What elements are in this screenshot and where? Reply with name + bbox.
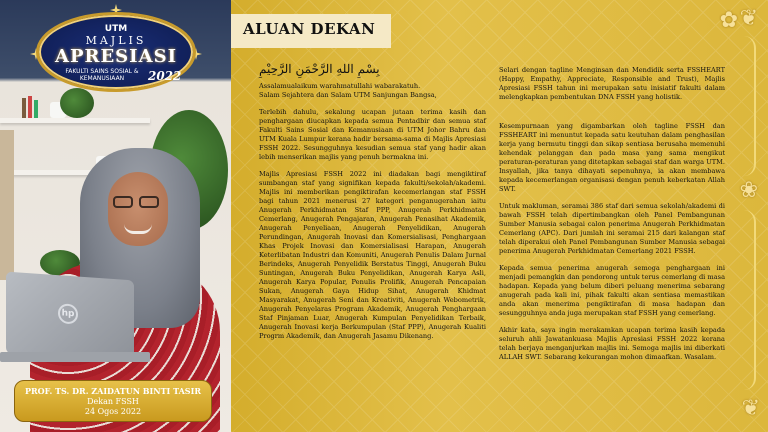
- bismillah: بِسْمِ اللهِ الرَّحْمَنِ الرَّحِيْمِ: [259, 62, 380, 76]
- majlis-apresiasi-logo: [30, 8, 202, 94]
- greeting-line: Assalamualaikum warahmatullahi wabarakatuh.: [259, 82, 421, 90]
- paragraph: Selari dengan tagline Menginsan dan Mendidik serta FSSHEART (Happy, Empathy, Appreciate, Responsible and Trust), Majlis Apresiasi FSSH tahun ini merupakan satu inisiatif fakulti dalam melengkapkan pembentukan DNA FSSH yang holistik.: [499, 66, 725, 101]
- paragraph: Majlis Apresiasi FSSH 2022 ini diadakan bagi mengiktiraf sumbangan staf yang signifikan kepada fakulti/sekolah/akademi. Majlis ini memberikan pengiktirafan kecemerlangan staf FSSH bagi tahun 2021 menerusi 27 kategori penganugerahan iaitu Anugerah Perkhidmatan Staf PPP, Anugerah Perkhidmatan Cemerlang, Anugerah Pengajaran, Anugerah Penasihat Akademik, Anugerah Penyeliaan, Anugerah Penyelidikan, Anugerah Perundingan, Anugerah Inovasi dan Komersialisasi, Penghargaan Khas Projek Inovasi dan Komersialisasi Harapan, Anugerah Keterlibatan Industri dan Komuniti, Anugerah Penulis Dalam Jurnal Berindeks, Anugerah Penyelidik Berstatus Tinggi, Anugerah Buku Suntingan, Anugerah Buku Penyelidikan, Anugerah Karya Asli, Anugerah Karya Popular, Penulis Prolifik, Anugerah Pencapaian Sukan, Anugerah Gaya Hidup Sihat, Anugerah Khidmat Masyarakat, Anugerah Seni dan Kreativiti, Anugerah Webometrik, Anugerah Penyelaras Program Akademik, Anugerah Penghargaan Staf Pinjaman Luar, Anugerah Kumpulan Penyelidikan Terbaik, Anugerah Inovasi kerja Berkumpulan (Staf PPP), Anugerah Kualiti Progrm Akademik, dan Anugerah Jasamu Dikenang.: [259, 170, 486, 340]
- book: [28, 96, 32, 118]
- speech-left-column: [259, 62, 486, 349]
- ornament-vine: [740, 36, 756, 176]
- page-title: ALUAN DEKAN: [243, 20, 376, 38]
- dean-name-plate: [14, 380, 212, 422]
- ornament-icon: ❀: [739, 178, 758, 203]
- greeting-line: Salam Sejahtera dan Salam UTM Sanjungan Bangsa,: [259, 91, 437, 99]
- ornament-icon: ❦: [739, 6, 758, 31]
- book: [22, 98, 26, 118]
- book: [34, 100, 38, 118]
- logo-year: 2022: [148, 69, 182, 83]
- shelf: [0, 118, 150, 123]
- laptop-base: [0, 352, 150, 362]
- dean-name: PROF. TS. DR. ZAIDATUN BINTI TASIR: [25, 386, 201, 396]
- speech-date: 24 Ogos 2022: [84, 407, 142, 416]
- face: [108, 172, 168, 246]
- ornament-vine: [740, 210, 756, 390]
- dean-role: Dekan FSSH: [87, 397, 139, 406]
- logo-utm: UTM: [104, 24, 128, 34]
- paragraph: Kepada semua penerima anugerah semoga penghargaan ini menjadi pemangkin dan pendorong untuk terus cemerlang di masa hadapan. Kepada yang belum diberi peluang menerima sebarang anugerah pada kali ini, pihak fakulti akan sentiasa memastikan anda akan menerima pengiktirafan di masa hadapan dan sesungguhnya anda juga merupakan staf FSSH yang cemerlang.: [499, 264, 725, 317]
- paragraph: Kesempurnaan yang digambarkan oleh tagline FSSH dan FSSHEART ini menuntut kepada satu keutuhan dalam penghasilan kerja yang bermutu tinggi dan sikap sentiasa berusaha memenuhi kehendak pelanggan dan pada masa yang sama mengikut peraturan-peraturan yang ditetapkan sebagai staf dan warga UTM. Insyallah, jika tanya dihayati sepenuhnya, ia akan membawa kepada kecemerlangan organisasi dengan penuh keberkatan Allah SWT.: [499, 122, 725, 193]
- ornament-icon: ✿: [719, 8, 738, 33]
- hp-logo-icon: hp: [58, 303, 78, 324]
- wall-frame: [0, 130, 14, 280]
- greeting: [259, 82, 486, 100]
- glasses: [139, 196, 159, 208]
- laptop: [6, 272, 134, 363]
- paragraph: Akhir kata, saya ingin merakamkan ucapan terima kasih kepada seluruh ahli Jawatankuasa Majlis Apresiasi FSSH 2022 kerana telah berjaya menganjurkan majlis ini. Semoga majlis ini diberkati ALLAH SWT. Sebarang kekurangan mohon dimaafkan. Wasalam.: [499, 326, 725, 361]
- ornament-icon: ❦: [741, 396, 760, 421]
- logo-faculty: FAKULTI SAINS SOSIAL & KEMANUSIAAN: [65, 68, 139, 82]
- speech-right-column: [499, 66, 725, 370]
- logo-majlis: MAJLIS: [85, 34, 147, 47]
- paragraph: Terlebih dahulu, sekalung ucapan jutaan terima kasih dan penghargaan diucapkan kepada semua Pentadbir dan semua staf Fakulti Sains Sosial dan Kemanusiaan di UTM Johor Bahru dan UTM Kuala Lumpur kerana hadir bersama-sama di Majlis Apresiasi FSSH 2022. Sesungguhnya kesudian semua staf yang hadir akan lebih menserikan majlis yang penuh bermakna ini.: [259, 108, 486, 161]
- glasses: [113, 196, 133, 208]
- speech-panel: [231, 0, 768, 432]
- logo-apresiasi: APRESIASI: [55, 46, 177, 67]
- paragraph: Untuk makluman, seramai 386 staf dari semua sekolah/akademi di bawah FSSH telah dipertimbangkan oleh Panel Pembangunan Sumber Manusia sebagai calon penerima Anugerah Perkhidmatan Cemerlang (APC). Dari jumlah ini seramai 215 dari kalangan staf telah diperakui oleh Panel Pembangunan Sumber Manusia sebagai penerima Anugerah Perkhidmatan Cemerlang 2021 FSSH.: [499, 202, 725, 255]
